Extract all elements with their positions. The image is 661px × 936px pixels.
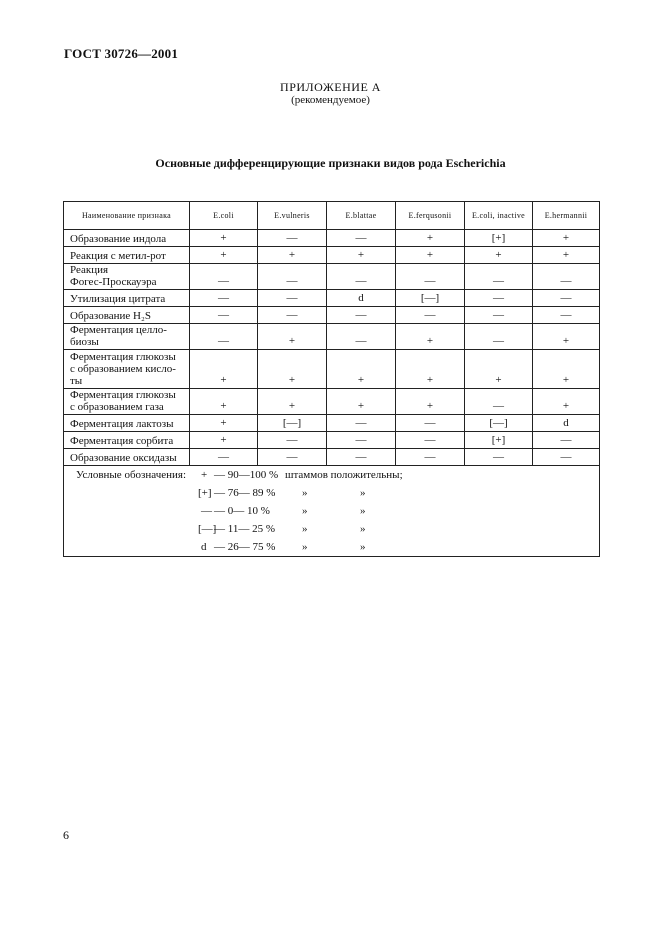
- legend-range: — 11— 25 %: [214, 523, 276, 535]
- value-cell: d: [327, 290, 396, 307]
- value-cell: —: [465, 264, 533, 290]
- differentiation-table: [63, 201, 600, 557]
- feature-name-line: Ферментация сорбита: [70, 435, 174, 447]
- value-cell: —: [396, 307, 465, 324]
- value-cell: —: [190, 449, 258, 466]
- legend-line: [64, 502, 599, 520]
- value-cell: —: [533, 307, 600, 324]
- column-header: Наименование признака: [64, 202, 190, 230]
- legend-row: [64, 466, 600, 557]
- value-cell: +: [190, 350, 258, 389]
- legend-line: [64, 466, 599, 484]
- table-row: [64, 307, 600, 324]
- legend-ditto: »: [302, 523, 308, 535]
- value-cell: +: [396, 247, 465, 264]
- value-cell: —: [258, 230, 327, 247]
- legend-range: — 90—100 %: [214, 469, 279, 481]
- appendix-title: ПРИЛОЖЕНИЕ А: [280, 80, 381, 94]
- value-cell: —: [327, 264, 396, 290]
- value-cell: —: [396, 432, 465, 449]
- value-cell: —: [190, 290, 258, 307]
- value-cell: —: [533, 449, 600, 466]
- table-row: [64, 449, 600, 466]
- table-row: [64, 432, 600, 449]
- value-cell: [+]: [465, 230, 533, 247]
- legend-range: — 0— 10 %: [214, 505, 270, 517]
- value-cell: —: [465, 324, 533, 350]
- feature-name-cell: [64, 264, 190, 290]
- column-header: E.hermannii: [533, 202, 600, 230]
- feature-name-line: Ферментация глюкозы: [70, 351, 176, 363]
- value-cell: —: [327, 230, 396, 247]
- value-cell: [—]: [396, 290, 465, 307]
- value-cell: +: [396, 230, 465, 247]
- value-cell: —: [258, 432, 327, 449]
- value-cell: +: [465, 247, 533, 264]
- legend-range: — 76— 89 %: [214, 487, 276, 499]
- value-cell: —: [396, 449, 465, 466]
- feature-name-cell: [64, 449, 190, 466]
- column-header: E.coli: [190, 202, 258, 230]
- value-cell: +: [396, 350, 465, 389]
- value-cell: —: [533, 432, 600, 449]
- legend-cell: [64, 466, 600, 557]
- feature-name-cell: [64, 307, 190, 324]
- table-row: [64, 264, 600, 290]
- column-header: E.coli, inactive: [465, 202, 533, 230]
- value-cell: —: [327, 415, 396, 432]
- value-cell: —: [258, 264, 327, 290]
- table-row: [64, 324, 600, 350]
- value-cell: +: [327, 389, 396, 415]
- value-cell: +: [190, 432, 258, 449]
- table-title: Основные дифференцирующие признаки видов рода Escherichia: [155, 156, 506, 170]
- table-row: [64, 350, 600, 389]
- value-cell: +: [258, 247, 327, 264]
- column-header: E.blattae: [327, 202, 396, 230]
- value-cell: —: [465, 307, 533, 324]
- value-cell: —: [396, 415, 465, 432]
- legend-line: [64, 520, 599, 538]
- value-cell: [—]: [465, 415, 533, 432]
- legend-ditto: »: [360, 541, 366, 553]
- feature-name-cell: [64, 247, 190, 264]
- legend: [64, 466, 599, 556]
- legend-ditto: »: [302, 541, 308, 553]
- legend-line: [64, 538, 599, 556]
- value-cell: —: [190, 264, 258, 290]
- value-cell: d: [533, 415, 600, 432]
- value-cell: +: [396, 389, 465, 415]
- value-cell: —: [327, 307, 396, 324]
- feature-name-line: Ферментация глюкозы: [70, 389, 176, 401]
- legend-ditto: »: [302, 487, 308, 499]
- feature-name-cell: [64, 432, 190, 449]
- value-cell: —: [465, 449, 533, 466]
- feature-name-cell: [64, 415, 190, 432]
- value-cell: +: [533, 230, 600, 247]
- value-cell: +: [327, 247, 396, 264]
- value-cell: —: [533, 290, 600, 307]
- value-cell: [—]: [258, 415, 327, 432]
- legend-range: — 26— 75 %: [214, 541, 276, 553]
- feature-name-line: Образование H₂S: [70, 310, 151, 322]
- table-header-row: [64, 202, 600, 230]
- feature-name-line: Фогес-Проскауэра: [70, 276, 157, 288]
- feature-name-line: Утилизация цитрата: [70, 293, 166, 305]
- value-cell: +: [190, 415, 258, 432]
- feature-name-line: с образованием газа: [70, 401, 164, 413]
- value-cell: [+]: [465, 432, 533, 449]
- value-cell: —: [465, 290, 533, 307]
- value-cell: +: [396, 324, 465, 350]
- value-cell: +: [533, 389, 600, 415]
- feature-name-cell: [64, 389, 190, 415]
- value-cell: —: [327, 449, 396, 466]
- value-cell: +: [533, 247, 600, 264]
- legend-symbol: +: [201, 469, 208, 481]
- legend-ditto: »: [360, 523, 366, 535]
- legend-symbol: [+]: [198, 487, 212, 499]
- feature-name-cell: [64, 350, 190, 389]
- value-cell: +: [258, 350, 327, 389]
- value-cell: —: [465, 389, 533, 415]
- feature-name-line: биозы: [70, 336, 99, 348]
- legend-ditto: »: [360, 505, 366, 517]
- value-cell: +: [190, 247, 258, 264]
- document-code: ГОСТ 30726—2001: [64, 46, 179, 61]
- value-cell: —: [258, 449, 327, 466]
- value-cell: +: [465, 350, 533, 389]
- feature-name-line: Образование индола: [70, 233, 167, 245]
- table-row: [64, 230, 600, 247]
- legend-symbol: d: [201, 541, 207, 553]
- legend-line: [64, 484, 599, 502]
- column-header: E.vulneris: [258, 202, 327, 230]
- feature-name-line: Образование оксидазы: [70, 452, 177, 464]
- feature-name-line: ты: [70, 375, 83, 387]
- table-row: [64, 247, 600, 264]
- table-row: [64, 389, 600, 415]
- value-cell: +: [533, 350, 600, 389]
- legend-ditto: »: [360, 487, 366, 499]
- column-header: E.ferqusonii: [396, 202, 465, 230]
- feature-name-line: Реакция: [70, 264, 109, 276]
- value-cell: —: [190, 324, 258, 350]
- legend-label: Условные обозначения:: [76, 469, 187, 481]
- table-row: [64, 415, 600, 432]
- value-cell: +: [258, 324, 327, 350]
- value-cell: —: [258, 290, 327, 307]
- value-cell: +: [190, 230, 258, 247]
- value-cell: +: [327, 350, 396, 389]
- feature-name-line: Реакция с метил-рот: [70, 250, 166, 262]
- legend-ditto: »: [302, 505, 308, 517]
- feature-name-cell: [64, 230, 190, 247]
- page-number: 6: [63, 828, 69, 842]
- feature-name-line: Ферментация лактозы: [70, 418, 174, 430]
- legend-symbol: [—]: [198, 523, 217, 535]
- value-cell: +: [258, 389, 327, 415]
- value-cell: —: [396, 264, 465, 290]
- feature-name-line: с образованием кисло-: [70, 363, 176, 375]
- appendix-subtitle: (рекомендуемое): [291, 94, 370, 106]
- legend-text: штаммов положительны;: [285, 469, 403, 481]
- value-cell: —: [327, 432, 396, 449]
- value-cell: —: [327, 324, 396, 350]
- value-cell: +: [190, 389, 258, 415]
- table-row: [64, 290, 600, 307]
- feature-name-cell: [64, 290, 190, 307]
- feature-name-cell: [64, 324, 190, 350]
- feature-name-line: Ферментация целло-: [70, 324, 167, 336]
- legend-symbol: —: [201, 505, 212, 517]
- value-cell: —: [190, 307, 258, 324]
- value-cell: —: [258, 307, 327, 324]
- value-cell: +: [533, 324, 600, 350]
- value-cell: —: [533, 264, 600, 290]
